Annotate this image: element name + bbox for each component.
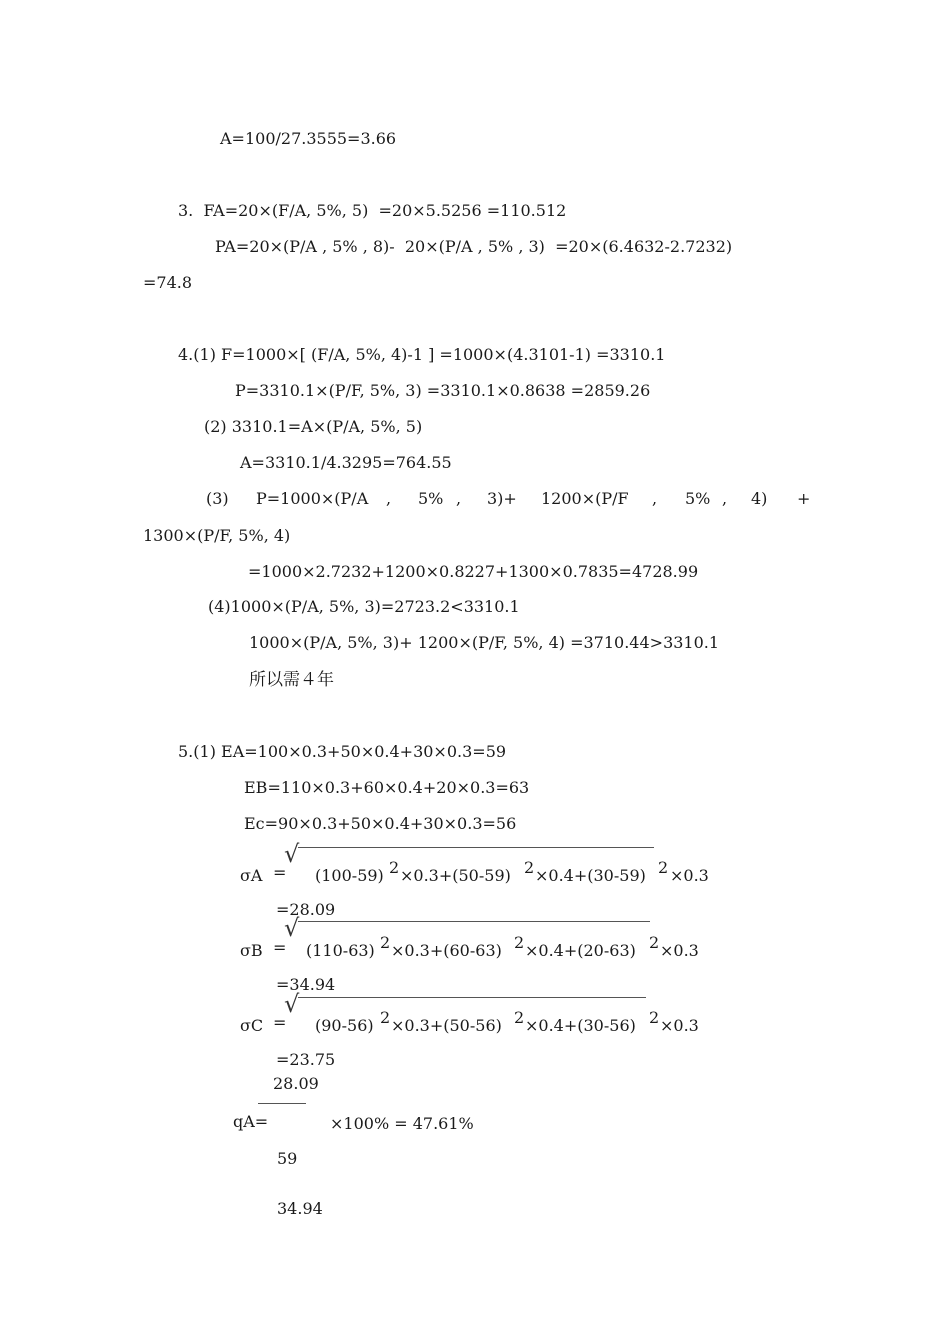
text-token: , xyxy=(386,489,392,508)
radical-sign: √ xyxy=(284,840,300,868)
expr-part: ×0.4+(30-59) xyxy=(535,866,646,885)
text-token: 3)+ xyxy=(487,489,517,508)
problem-4-4-cont: 1000×(P/A, 5%, 3)+ 1200×(P/F, 5%, 4) =3710.44>3310.1 xyxy=(249,633,720,652)
radical-sign: √ xyxy=(284,990,300,1018)
sigma-label: σC xyxy=(240,1016,264,1035)
problem-4-1-p: P=3310.1×(P/F, 5%, 3) =3310.1×0.8638 =2859.26 xyxy=(235,381,651,400)
sigma-label: σB xyxy=(240,941,263,960)
radical-bar xyxy=(298,921,650,922)
exponent: 2 xyxy=(649,1008,660,1027)
expr-part: ×0.4+(30-56) xyxy=(525,1016,636,1035)
exponent: 2 xyxy=(380,933,391,952)
qb-numerator: 34.94 xyxy=(277,1199,323,1218)
fraction-numerator: 28.09 xyxy=(273,1074,319,1093)
text-token: (3) xyxy=(206,489,229,508)
expr-part: ×0.4+(20-63) xyxy=(525,941,636,960)
exponent: 2 xyxy=(514,1008,525,1027)
text-token: 5% xyxy=(685,489,711,508)
text-token: , xyxy=(722,489,728,508)
expr-part: (90-56) xyxy=(315,1016,374,1035)
text-line: A=100/27.3555=3.66 xyxy=(220,129,397,148)
fraction-denominator: 59 xyxy=(277,1149,298,1168)
problem-4-2-a: A=3310.1/4.3295=764.55 xyxy=(240,453,452,472)
expr-part: (100-59) xyxy=(315,866,384,885)
qa-result: ×100% = 47.61% xyxy=(330,1114,474,1133)
exponent: 2 xyxy=(524,858,535,877)
problem-5-eb: EB=110×0.3+60×0.4+20×0.3=63 xyxy=(244,778,530,797)
sigma-result: =28.09 xyxy=(276,900,336,919)
problem-3-pa: PA=20×(P/A , 5% , 8)- 20×(P/A , 5% , 3) =20×(6.4632-2.7232) xyxy=(215,237,733,256)
sigma-label: σA xyxy=(240,866,263,885)
radical-bar xyxy=(298,847,654,848)
expr-part: ×0.3 xyxy=(660,941,699,960)
problem-5-ec: Ec=90×0.3+50×0.4+30×0.3=56 xyxy=(244,814,517,833)
problem-3-fa: 3. FA=20×(F/A, 5%, 5) =20×5.5256 =110.512 xyxy=(178,201,567,220)
fraction-bar xyxy=(258,1103,306,1104)
radical-bar xyxy=(298,997,646,998)
text-token: P=1000×(P/A xyxy=(256,489,369,508)
text-token: 4) xyxy=(751,489,768,508)
qa-label: qA= xyxy=(233,1112,269,1131)
sigma-result: =34.94 xyxy=(276,975,336,994)
sigma-result: =23.75 xyxy=(276,1050,336,1069)
exponent: 2 xyxy=(658,858,669,877)
text-token: , xyxy=(456,489,462,508)
equals-sign: = xyxy=(273,1013,287,1032)
expr-part: ×0.3 xyxy=(660,1016,699,1035)
text-token: + xyxy=(797,489,811,508)
exponent: 2 xyxy=(514,933,525,952)
problem-4-3-result: =1000×2.7232+1200×0.8227+1300×0.7835=4728.99 xyxy=(248,562,699,581)
text-token: 5% xyxy=(418,489,444,508)
equals-sign: = xyxy=(273,863,287,882)
problem-3-pa-result: =74.8 xyxy=(143,273,193,292)
problem-4-4: (4)1000×(P/A, 5%, 3)=2723.2<3310.1 xyxy=(208,597,520,616)
expr-part: (110-63) xyxy=(306,941,375,960)
expr-part: ×0.3 xyxy=(670,866,709,885)
problem-4-3-cont: 1300×(P/F, 5%, 4) xyxy=(143,526,291,545)
exponent: 2 xyxy=(389,858,400,877)
expr-part: ×0.3+(60-63) xyxy=(391,941,502,960)
exponent: 2 xyxy=(649,933,660,952)
equals-sign: = xyxy=(273,938,287,957)
problem-4-2: (2) 3310.1=A×(P/A, 5%, 5) xyxy=(204,417,423,436)
expr-part: ×0.3+(50-59) xyxy=(400,866,511,885)
problem-4-1-f: 4.(1) F=1000×[ (F/A, 5%, 4)-1 ] =1000×(4.3101-1) =3310.1 xyxy=(178,345,666,364)
expr-part: ×0.3+(50-56) xyxy=(391,1016,502,1035)
text-token: 1200×(P/F xyxy=(541,489,629,508)
exponent: 2 xyxy=(380,1008,391,1027)
problem-4-4-conclusion: 所以需４年 xyxy=(249,670,334,690)
radical-sign: √ xyxy=(284,914,300,942)
problem-5-ea: 5.(1) EA=100×0.3+50×0.4+30×0.3=59 xyxy=(178,742,507,761)
text-token: , xyxy=(652,489,658,508)
